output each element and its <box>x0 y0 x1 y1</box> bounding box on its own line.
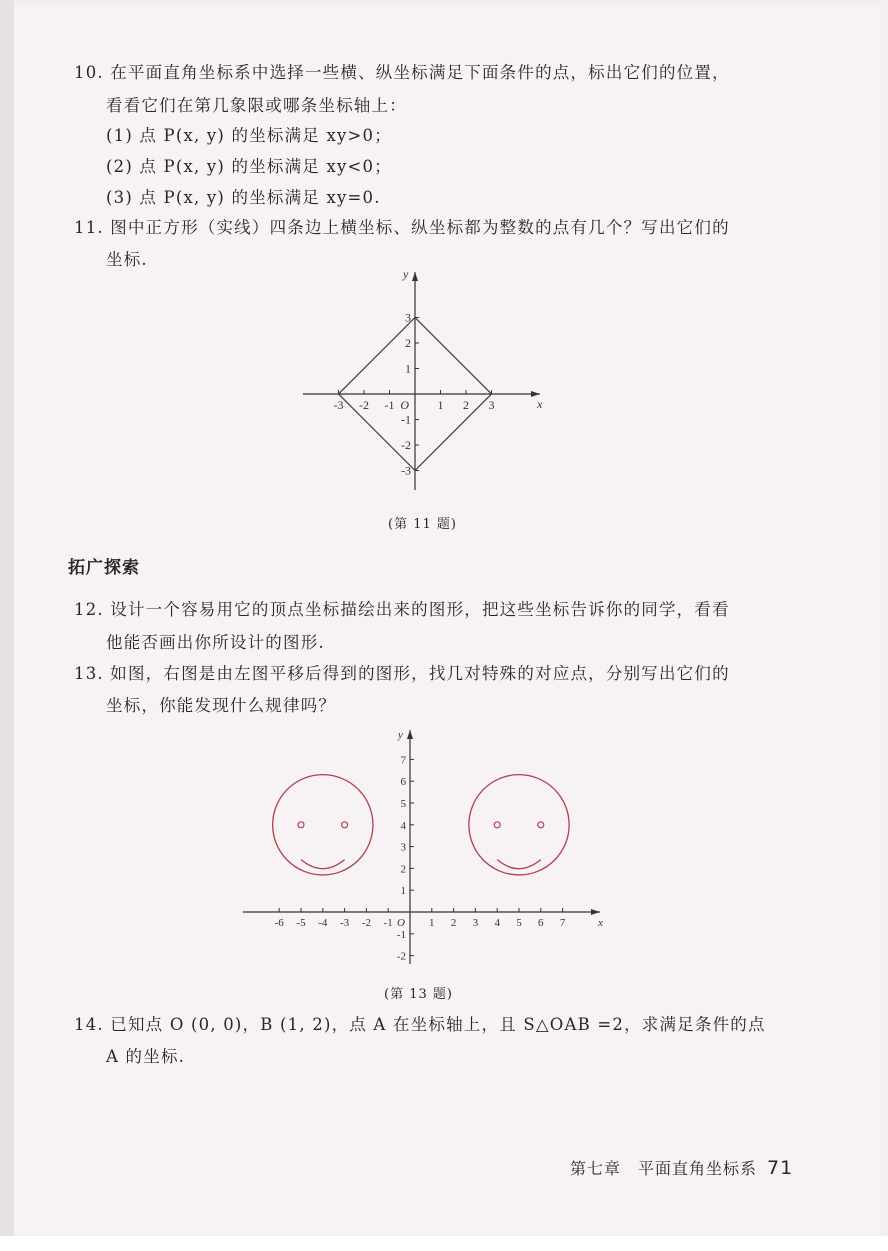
y-tick-label: 3 <box>400 841 406 854</box>
problem-13-line-2: 坐标，你能发现什么规律吗？ <box>106 696 337 715</box>
problem-10-item-2: (2) 点 P(x, y) 的坐标满足 xy<0； <box>106 157 392 176</box>
origin-label: O <box>397 917 405 929</box>
y-axis-arrow <box>412 272 418 281</box>
y-tick-label: 6 <box>400 776 406 789</box>
problem-10-item-3: (3) 点 P(x, y) 的坐标满足 xy=0. <box>106 188 381 207</box>
x-tick-label: -2 <box>359 398 369 412</box>
x-tick-label: -6 <box>274 917 284 929</box>
x-tick-label: 1 <box>429 917 435 929</box>
x-tick-label: 3 <box>472 917 479 929</box>
y-tick-label: -2 <box>401 438 411 452</box>
y-tick-label: 1 <box>400 885 406 898</box>
x-tick-label: 5 <box>516 917 522 929</box>
problem-10-item-1: (1) 点 P(x, y) 的坐标满足 xy>0； <box>106 126 392 145</box>
x-tick-label: -2 <box>361 917 371 929</box>
y-tick-label: -2 <box>396 950 406 963</box>
y-tick-label: -1 <box>396 928 406 941</box>
right-face-mouth <box>497 860 541 869</box>
x-tick-label: -5 <box>296 917 306 929</box>
y-tick-label: 2 <box>405 336 411 350</box>
figure-13-caption: (第 13 题) <box>384 987 453 1002</box>
y-axis-arrow <box>407 730 413 739</box>
right-face-eye <box>538 822 544 828</box>
y-tick-label: 4 <box>400 819 406 832</box>
x-axis-label: x <box>598 917 603 929</box>
figure-11-diagram <box>295 262 555 502</box>
problem-11-line-2: 坐标. <box>106 250 148 269</box>
section-heading: 拓广探索 <box>68 558 140 578</box>
left-face-eye <box>298 822 304 828</box>
bottom-strip <box>0 1236 888 1251</box>
x-tick-label: -1 <box>384 398 395 412</box>
x-tick-label: 2 <box>463 398 469 412</box>
page-footer <box>570 1156 793 1179</box>
y-tick-label: 1 <box>405 361 411 376</box>
x-tick-label: -3 <box>340 917 350 929</box>
x-tick-label: 1 <box>437 398 444 412</box>
left-face-eye <box>342 822 348 828</box>
problem-13-line-1: 13. 如图，右图是由左图平移后得到的图形，找几对特殊的对应点，分别写出它们的 <box>74 664 730 683</box>
x-tick-label: 4 <box>494 917 500 929</box>
problem-14-line-2: A 的坐标. <box>106 1047 186 1066</box>
problem-10-line-1: 10. 在平面直角坐标系中选择一些横、纵坐标满足下面条件的点，标出它们的位置， <box>74 63 730 82</box>
y-tick-label: 2 <box>400 863 406 876</box>
y-axis-label: y <box>398 729 403 741</box>
origin-label: O <box>400 398 409 412</box>
left-face-mouth <box>301 860 345 869</box>
left-face-outline <box>273 775 373 875</box>
figure-11-caption: (第 11 题) <box>388 517 457 532</box>
x-tick-label: 3 <box>488 398 495 412</box>
x-tick-label: -3 <box>333 398 344 412</box>
problem-11-line-1: 11. 图中正方形（实线）四条边上横坐标、纵坐标都为整数的点有几个？写出它们的 <box>74 218 730 237</box>
chapter-title: 第七章 平面直角坐标系 <box>570 1159 758 1178</box>
y-tick-label: -3 <box>401 463 411 478</box>
right-face-eye <box>494 822 500 828</box>
y-tick-label: 5 <box>400 798 406 810</box>
x-tick-label: 2 <box>450 917 457 929</box>
x-tick-label: 7 <box>559 917 566 929</box>
figure-13-diagram <box>238 724 608 969</box>
x-tick-label: -4 <box>318 917 328 929</box>
problem-14-line-1: 14. 已知点 O (0, 0)，B (1, 2)，点 A 在坐标轴上，且 S△OAB =2，求满足条件的点 <box>74 1015 766 1034</box>
page-number: 71 <box>767 1157 794 1179</box>
page-edge <box>0 0 14 1251</box>
y-tick-label: 3 <box>405 310 411 325</box>
x-tick-label: 6 <box>538 917 544 929</box>
y-tick-label: -1 <box>401 412 411 427</box>
right-face-outline <box>469 775 569 875</box>
x-tick-label: -1 <box>383 917 393 929</box>
y-tick-label: 7 <box>400 754 406 767</box>
problem-10-line-2: 看看它们在第几象限或哪条坐标轴上： <box>106 96 407 115</box>
x-axis-label: x <box>537 397 543 411</box>
problem-12-line-1: 12. 设计一个容易用它的顶点坐标描绘出来的图形，把这些坐标告诉你的同学，看看 <box>74 600 730 619</box>
y-axis-label: y <box>403 267 409 281</box>
problem-12-line-2: 他能否画出你所设计的图形. <box>106 633 325 652</box>
x-axis-arrow <box>591 909 600 915</box>
